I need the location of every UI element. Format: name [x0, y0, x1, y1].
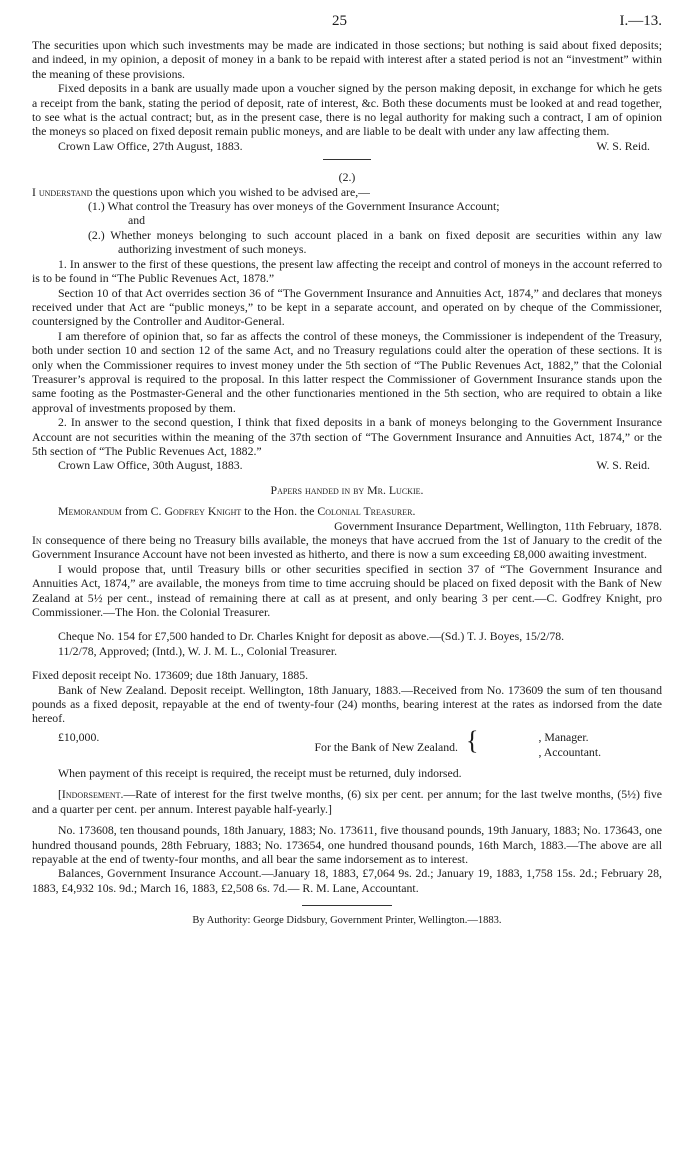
memo-heading: Memorandum from C. Godfrey Knight to the Hon. the Colonial Treasurer. — [58, 504, 416, 519]
cheque-note: Cheque No. 154 for £7,500 handed to Dr. Charles Knight for deposit as above.—(Sd.) T. J. Boyes, 15/2/78. — [58, 629, 565, 644]
manager-line: , Manager. — [538, 729, 589, 744]
bank-signatories — [478, 730, 601, 760]
intro-lead: I understand — [32, 184, 93, 199]
question-1: (1.) What control the Treasury has over moneys of the Government Insurance Account; — [88, 199, 500, 214]
conjunction: and — [128, 213, 146, 228]
paragraph: 2. In answer to the second question, I think that fixed deposits in a bank of moneys belonging to the Government Insurance Account are not securities within the meaning of the 37th section of “The Government Insurance and Annuities Act, 1874,” or the 5th section of “The Public Revenues Act, 1882.” — [32, 415, 662, 458]
payment-note: When payment of this receipt is required, the receipt must be returned, duly indorsed. — [58, 765, 462, 780]
office-date: Crown Law Office, 30th August, 1883. — [58, 458, 243, 473]
footer-divider — [302, 905, 392, 906]
approval-note: 11/2/78, Approved; (Intd.), W. J. M. L., Colonial Treasurer. — [58, 643, 338, 658]
office-date: Crown Law Office, 27th August, 1883. — [58, 138, 243, 153]
paragraph: I am therefore of opinion that, so far as affects the control of these moneys, the Commissioner is independent of the Treasury, both under section 10 and section 12 of the same Act, and no Treasury regulations could alter the operation of these sections. It is only when the Commissioner requires to invest money under the 5th section of “The Public Revenues Act, 1882,” that the Colonial Treasurer’s approval is required to the proposal. In this latter respect the Commissioner of Government Insurance stands upon the same footing as the Postmaster-General and the other functionaries mentioned in the 5th section, who are required to obtain a like approval of investments proposed by them. — [32, 328, 662, 415]
document-reference: I.—13. — [619, 13, 662, 29]
spacer — [32, 658, 662, 668]
memo-body: I would propose that, until Treasury bills or other securities specified in section 37 of “The Government Insurance and Annuities Act, 1874,” are available, the moneys from time to time accruing should be placed on fixed deposit with the Bank of New Zealand at 5½ per cent., instead of remaining there at call as at present, and only bearing 3 per cent.—C. Godfrey Knight, pro Commissioner.—The Hon. the Colonial Treasurer. — [32, 561, 662, 620]
spacer — [32, 473, 662, 483]
intro-paragraph — [32, 185, 662, 199]
spacer — [32, 816, 662, 823]
signature-line — [32, 458, 662, 472]
spacer — [32, 619, 662, 629]
page-number: 25 — [332, 13, 347, 29]
opinion-1 — [32, 38, 662, 153]
for-bank-label: For the Bank of New Zealand. — [314, 739, 458, 754]
page-header — [32, 14, 662, 38]
receipt-line: Fixed deposit receipt No. 173609; due 18th January, 1885. — [32, 668, 309, 683]
balances: Balances, Government Insurance Account.—January 18, 1883, £7,064 9s. 2d.; January 19, 1883, 1,758 15s. 2d.; February 28, 1883, £4,932 10s. 9d.; March 16, 1883, £2,508 6s. 7d.— R. M. Lane, Accountant. — [32, 866, 662, 895]
signature-line — [32, 139, 662, 153]
deposit-amount: £10,000. — [58, 729, 100, 744]
bank-signature-block — [32, 725, 662, 760]
document-page — [32, 14, 662, 929]
section-heading: Papers handed in by Mr. Luckie. — [270, 482, 424, 497]
paragraph: Section 10 of that Act overrides section 36 of “The Government Insurance and Annuities Act, 1874,” and declares that moneys received under that Act are “public moneys,” to be kept in a separate account, and operated on by cheque of the Commissioner, countersigned by the Controller and Auditor-General. — [32, 285, 662, 329]
signature: W. S. Reid. — [596, 458, 650, 473]
section-number: (2.) — [338, 170, 356, 185]
printer-footer: By Authority: George Didsbury, Government Printer, Wellington.—1883. — [192, 915, 502, 927]
paragraph: 1. In answer to the first of these questions, the present law affecting the receipt and control of moneys in the account referred to is to be found in “The Public Revenues Act, 1878.” — [32, 256, 662, 286]
section-divider — [323, 159, 371, 160]
paragraph: Fixed deposits in a bank are usually made upon a voucher signed by the person making deposit, in exchange for which he gets a receipt from the bank, stating the period of deposit, rate of interest, &c. Both these documents must be looked at and read together, to see what is the actual contract; but, as in the present case, there is no legal authority for making such a contract, I am of opinion the moneys so placed on fixed deposit remain public moneys, and are liable to be dealt with under any law affecting them. — [32, 81, 662, 139]
spacer — [32, 780, 662, 787]
receipt-numbers: No. 173608, ten thousand pounds, 18th January, 1883; No. 173611, five thousand pounds, 19th January, 1883; No. 173643, one hundred thousand pounds, 28th February, 1883; No. 173654, one hundred thousand pounds, 16th March, 1883.—The above are all repayable at the end of twenty-four months, and all bear the same indorsement as to interest. — [32, 823, 662, 866]
papers-section — [32, 483, 662, 895]
signature: W. S. Reid. — [596, 138, 650, 153]
brace-glyph: { — [466, 725, 479, 755]
opinion-2 — [32, 170, 662, 473]
memo-dateline: Government Insurance Department, Wellington, 11th February, 1878. — [334, 518, 662, 533]
question-2: (2.) Whether moneys belonging to such account placed in a bank on fixed deposit are securities within any law authorizing investment of such moneys. — [88, 227, 662, 257]
indorsement: [Indorsement.—Rate of interest for the first twelve months, (6) six per cent. per annum; for the last twelve months, (5½) five and a quarter per cent. per annum. Interest payable half-yearly.] — [32, 787, 662, 816]
spacer — [32, 497, 662, 504]
accountant-line: , Accountant. — [538, 744, 602, 759]
intro-rest: the questions upon which you wished to be advised are,— — [92, 184, 370, 199]
memo-body: In consequence of there being no Treasury bills available, the moneys that have accrued from the 1st of January to the credit of the Government Insurance Account have not been invested as hitherto, and there is now a sum exceeding £8,000 awaiting investment. — [32, 533, 662, 562]
paragraph: The securities upon which such investments may be made are indicated in those sections; but nothing is said about fixed deposits; and indeed, in my opinion, a deposit of money in a bank to be repaid with interest after a stated period is not an “investment” within the meaning of these provisions. — [32, 38, 662, 81]
receipt-body: Bank of New Zealand. Deposit receipt. Wellington, 18th January, 1883.—Received from No. 173609 the sum of ten thousand pounds as a fixed deposit, repayable at the end of twenty-four (24) months, bearing interest at the rates as indorsed from the date hereof. — [32, 682, 662, 726]
